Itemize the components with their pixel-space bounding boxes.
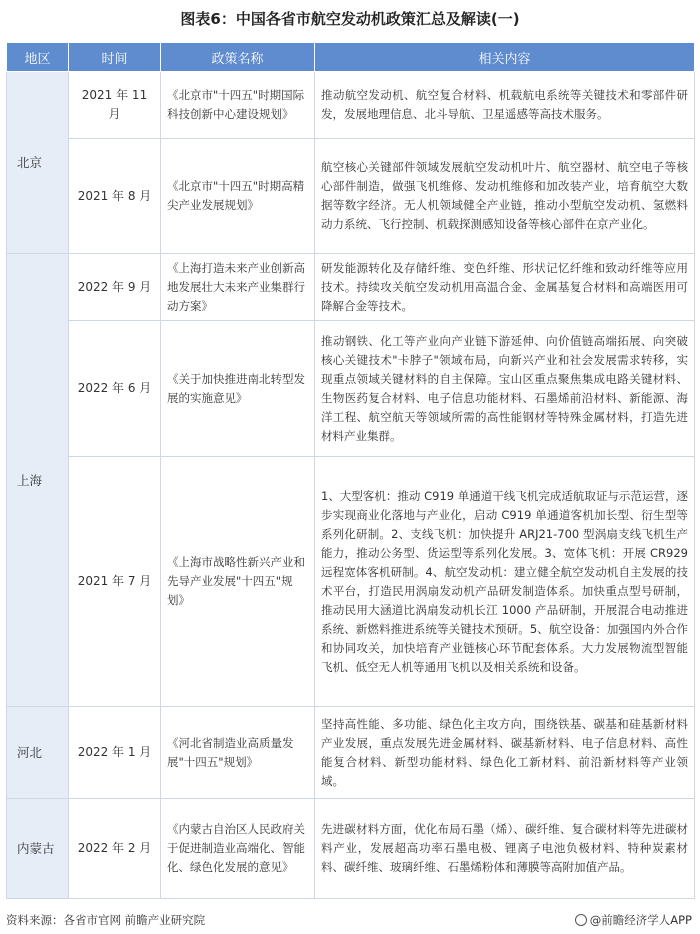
time-cell: 2022 年 1 月 xyxy=(69,707,161,799)
content-cell: 推动航空发动机、航空复合材料、机载航电系统等关键技术和零部件研发，发展地理信息、北斗导航、卫星遥感等高技术服务。 xyxy=(315,72,695,139)
policy-table xyxy=(6,42,695,899)
time-cell: 2022 年 9 月 xyxy=(69,254,161,321)
content-cell: 研发能源转化及存储纤维、变色纤维、形状记忆纤维和致动纤维等应用技术。持续攻关航空发动机用高温合金、金属基复合材料和高端医用可降解合金等技术。 xyxy=(315,254,695,321)
time-cell: 2021 年 7 月 xyxy=(69,457,161,707)
brand-label: @前瞻经济学人APP xyxy=(589,913,692,927)
region-cell-hebei: 河北 xyxy=(7,707,69,799)
policy-name-cell: 《上海打造未来产业创新高地发展壮大未来产业集群行动方案》 xyxy=(161,254,315,321)
table-row xyxy=(7,72,695,139)
time-cell: 2021 年 11 月 xyxy=(69,72,161,139)
time-cell: 2022 年 6 月 xyxy=(69,321,161,457)
content-cell: 航空核心关键部件领域发展航空发动机叶片、航空器材、航空电子等核心部件制造，做强飞机维修、发动机维修和加改装产业，培育航空大数据等数字经济。无人机领域健全产业链，推动小型航空发动机、氢燃料动力系统、飞行控制、机载探测感知设备等核心部件在京产业化。 xyxy=(315,139,695,254)
content-cell: 1、大型客机：推动 C919 单通道干线飞机完成适航取证与示范运营，逐步实现商业化落地与产业化，启动 C919 单通道客机加长型、衍生型等系列化研制。2、支线飞机：加快提升 ARJ21-700 型涡扇支线飞机生产能力，推动公务型、货运型等系列化发展。3、宽体飞机：开展 CR929 远程宽体客机研制。4、航空发动机：建立健全航空发动机自主发展的技术平台，打造民用涡扇发动机产品研发制造体系。加快重点型号研制，推动民用大涵道比涡扇发动机长江 1000 产品研制，开展混合电动推进系统、新燃料推进系统等关键技术预研。5、航空设备：加强国内外合作和协同攻关，加快培育产业链核心环节配套体系。大力发展物流型智能飞机、低空无人机等通用飞机以及相关系统和设备。 xyxy=(315,457,695,707)
table-row xyxy=(7,321,695,457)
region-cell-shanghai: 上海 xyxy=(7,254,69,707)
table-row xyxy=(7,799,695,899)
figure-title: 图表6：中国各省市航空发动机政策汇总及解读(一) xyxy=(180,10,520,28)
source-note: 资料来源：各省市官网 前瞻产业研究院 xyxy=(6,913,206,927)
policy-name-cell: 《北京市"十四五"时期高精尖产业发展规划》 xyxy=(161,139,315,254)
content-cell: 坚持高性能、多功能、绿色化主攻方向，围绕铁基、碳基和硅基新材料产业发展，重点发展先进金属材料、碳基新材料、电子信息材料、高性能复合材料、新型功能材料、绿色化工新材料、前沿新材料等产业领域。 xyxy=(315,707,695,799)
header-policy-name: 政策名称 xyxy=(161,43,315,72)
table-row xyxy=(7,457,695,707)
table-header-row xyxy=(7,43,695,72)
time-cell: 2022 年 2 月 xyxy=(69,799,161,899)
table-row xyxy=(7,139,695,254)
brand-logo-icon xyxy=(575,914,587,926)
policy-name-cell: 《内蒙古自治区人民政府关于促进制造业高端化、智能化、绿色化发展的意见》 xyxy=(161,799,315,899)
content-cell: 推动钢铁、化工等产业向产业链下游延伸、向价值链高端拓展、向突破核心关键技术"卡脖子"领域布局，向新兴产业和社会发展需求转移，实现重点领域关键材料的自主保障。宝山区重点聚焦集成电路关键材料、生物医药复合材料、电子信息功能材料、石墨烯前沿材料、新能源、海洋工程、航空航天等领域所需的高性能钢材等特殊金属材料，打造先进材料产业集群。 xyxy=(315,321,695,457)
header-content: 相关内容 xyxy=(315,43,695,72)
policy-name-cell: 《上海市战略性新兴产业和先导产业发展"十四五"规划》 xyxy=(161,457,315,707)
table-row xyxy=(7,707,695,799)
region-cell-neimenggu: 内蒙古 xyxy=(7,799,69,899)
content-cell: 先进碳材料方面，优化布局石墨（烯）、碳纤维、复合碳材料等先进碳材料产业，发展超高功率石墨电极、锂离子电池负极材料、特种炭素材料、碳纤维、玻璃纤维、石墨烯粉体和薄膜等高附加值产品。 xyxy=(315,799,695,899)
header-region: 地区 xyxy=(7,43,69,72)
time-cell: 2021 年 8 月 xyxy=(69,139,161,254)
header-time: 时间 xyxy=(69,43,161,72)
policy-name-cell: 《北京市"十四五"时期国际科技创新中心建设规划》 xyxy=(161,72,315,139)
policy-name-cell: 《关于加快推进南北转型发展的实施意见》 xyxy=(161,321,315,457)
policy-name-cell: 《河北省制造业高质量发展"十四五"规划》 xyxy=(161,707,315,799)
table-row xyxy=(7,254,695,321)
region-cell-beijing: 北京 xyxy=(7,72,69,254)
brand-credit xyxy=(575,912,692,928)
